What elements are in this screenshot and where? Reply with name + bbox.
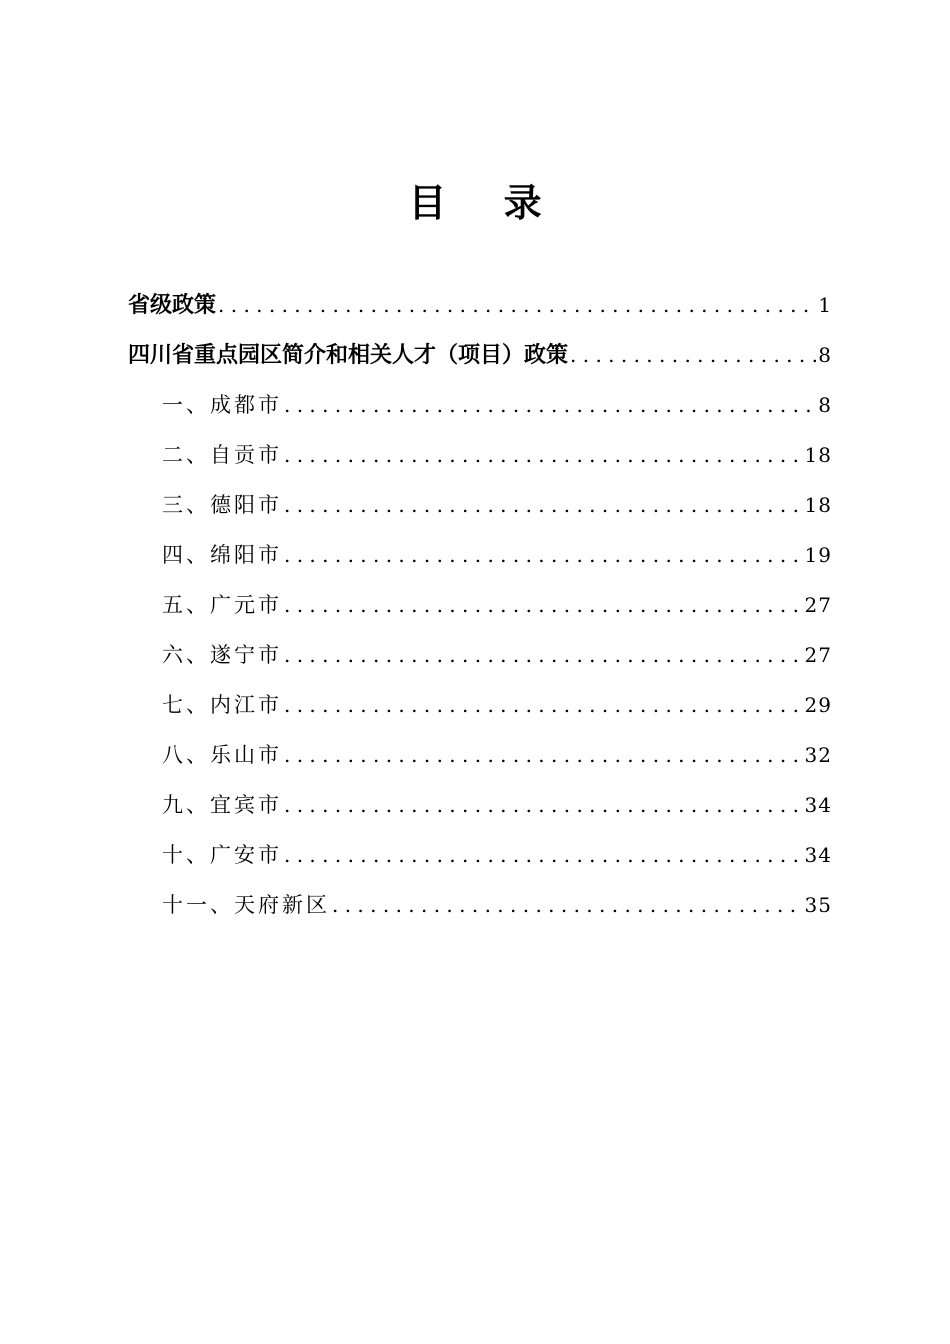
dot-leader: [284, 530, 803, 580]
toc-entry[interactable]: [162, 380, 832, 430]
toc-entry[interactable]: [162, 830, 832, 880]
dot-leader: [284, 380, 816, 430]
toc-entry[interactable]: [162, 580, 832, 630]
toc-entry[interactable]: [162, 730, 832, 780]
toc-entry-page: 18: [804, 443, 832, 467]
toc-entry-page: 18: [804, 493, 832, 517]
toc-entry-page: 27: [804, 593, 832, 617]
toc-entry-page: 1: [818, 293, 832, 317]
toc-entry-label: 十、广安市: [162, 843, 282, 867]
toc-entry-label: 省级政策: [128, 293, 217, 318]
toc-entry-label: 一、成都市: [162, 393, 282, 417]
dot-leader: [284, 780, 803, 830]
dot-leader: [284, 830, 803, 880]
toc-entry[interactable]: [162, 880, 832, 930]
toc-entry-page: 19: [804, 543, 832, 567]
toc-entry[interactable]: [162, 430, 832, 480]
toc-title: 目 录: [408, 181, 564, 225]
toc-entry-page: 29: [804, 693, 832, 717]
dot-leader: [284, 580, 803, 630]
toc-entry-page: 34: [804, 843, 832, 867]
dot-leader: [284, 680, 803, 730]
toc-entry[interactable]: [128, 330, 832, 380]
dot-leader: [284, 630, 803, 680]
toc-entry-page: 8: [818, 393, 832, 417]
toc-entry-label: 十一、天府新区: [162, 893, 330, 917]
toc-entry-label: 九、宜宾市: [162, 793, 282, 817]
dot-leader: [284, 480, 803, 530]
toc-entry-label: 五、广元市: [162, 593, 282, 617]
toc-entry-label: 六、遂宁市: [162, 643, 282, 667]
toc-entry[interactable]: [162, 780, 832, 830]
dot-leader: [284, 430, 803, 480]
toc-entry-label: 八、乐山市: [162, 743, 282, 767]
toc-entry[interactable]: [162, 480, 832, 530]
dot-leader: [332, 880, 803, 930]
toc-entry[interactable]: [128, 280, 832, 330]
toc-entry-label: 七、内江市: [162, 693, 282, 717]
dot-leader: [218, 280, 816, 330]
toc-entry-label: 二、自贡市: [162, 443, 282, 467]
toc-entry-page: 32: [804, 743, 832, 767]
toc-entry-page: 27: [804, 643, 832, 667]
dot-leader: [284, 730, 803, 780]
toc-entry-page: 35: [804, 893, 832, 917]
toc-entry-page: 8: [818, 343, 832, 367]
toc-entry-label: 四川省重点园区简介和相关人才（项目）政策: [128, 343, 569, 368]
dot-leader: [570, 330, 816, 380]
toc-entry-label: 四、绵阳市: [162, 543, 282, 567]
toc-entry[interactable]: [162, 630, 832, 680]
toc-entry[interactable]: [162, 680, 832, 730]
toc-entry-label: 三、德阳市: [162, 493, 282, 517]
toc-entry-page: 34: [804, 793, 832, 817]
toc-entry[interactable]: [162, 530, 832, 580]
